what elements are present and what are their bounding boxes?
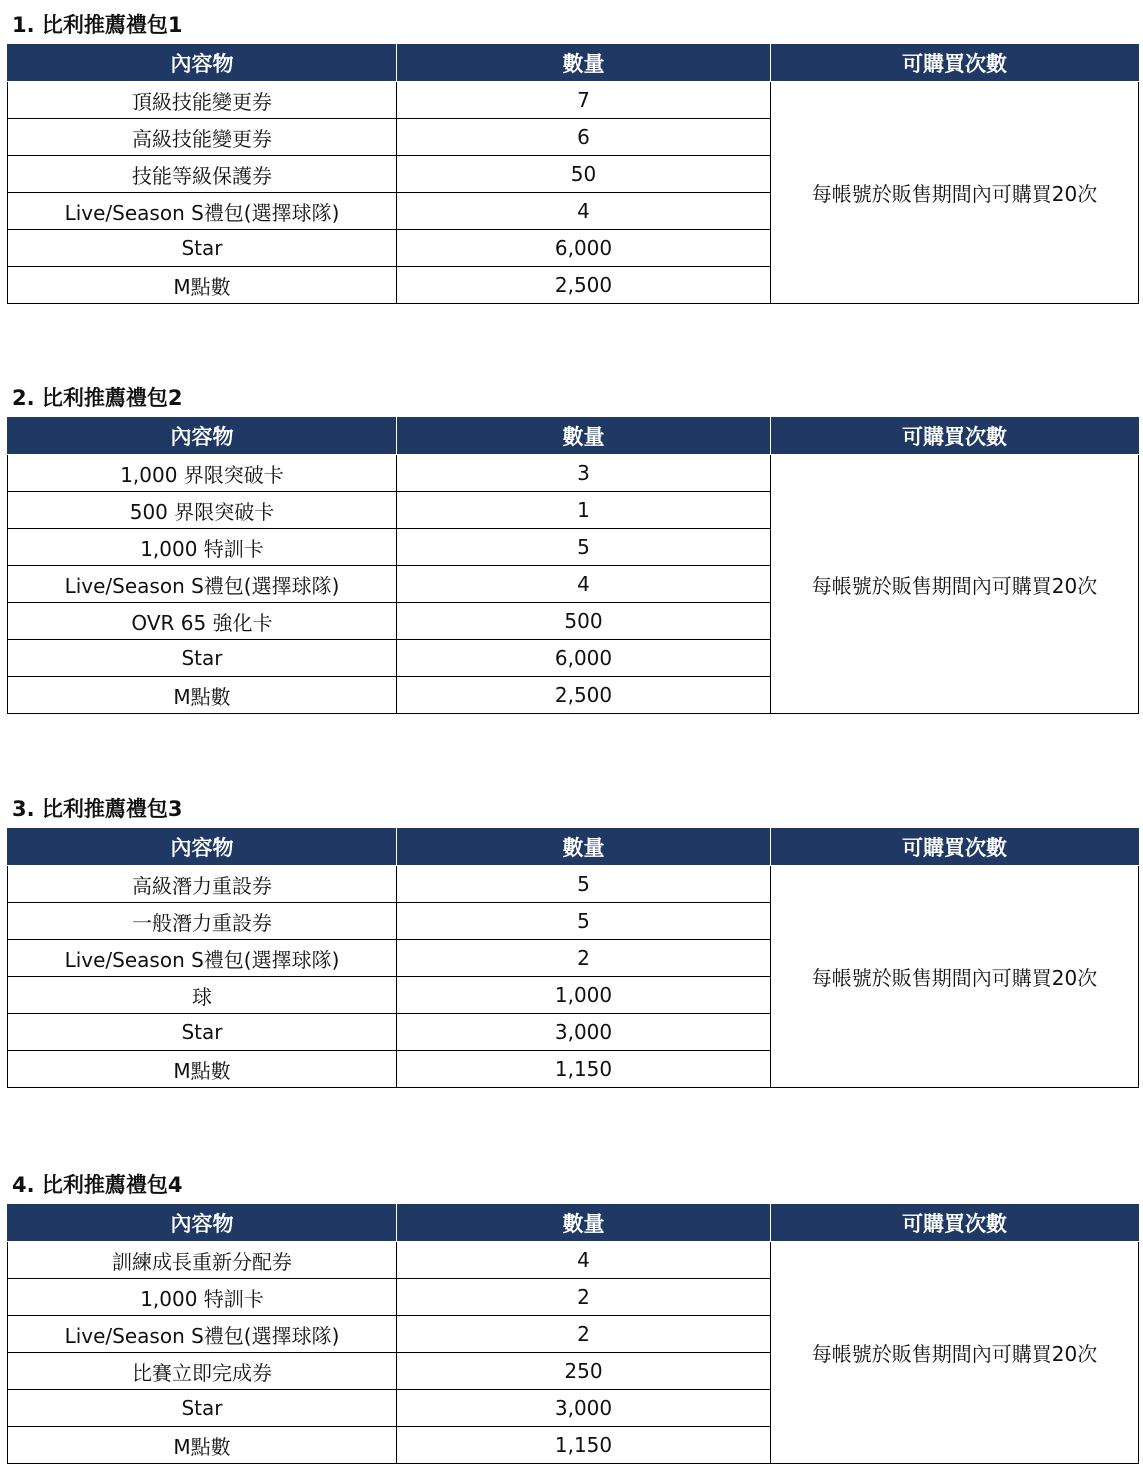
table-row [8,455,1139,492]
package-table [7,828,1139,1088]
item-name: Live/Season S禮包(選擇球隊) [8,1316,397,1353]
item-quantity: 2 [397,1316,771,1353]
header-purchase-limit: 可購買次數 [771,418,1139,455]
table-row [8,1242,1139,1279]
item-name: Star [8,230,397,267]
section-title: 3. 比利推薦禮包3 [12,797,183,821]
header-contents: 內容物 [8,1205,397,1242]
header-contents: 內容物 [8,418,397,455]
item-name: 1,000 界限突破卡 [8,455,397,492]
table-header-row [8,418,1139,455]
item-name: OVR 65 強化卡 [8,603,397,640]
item-quantity: 250 [397,1353,771,1390]
item-quantity: 2 [397,940,771,977]
item-name: Live/Season S禮包(選擇球隊) [8,566,397,603]
purchase-limit: 每帳號於販售期間內可購買20次 [771,82,1139,304]
table-row [8,866,1139,903]
item-name: 比賽立即完成券 [8,1353,397,1390]
purchase-limit: 每帳號於販售期間內可購買20次 [771,1242,1139,1464]
item-name: Star [8,1014,397,1051]
item-name: 一般潛力重設券 [8,903,397,940]
item-quantity: 50 [397,156,771,193]
item-quantity: 6,000 [397,230,771,267]
header-quantity: 數量 [397,45,771,82]
header-purchase-limit: 可購買次數 [771,1205,1139,1242]
item-name: Live/Season S禮包(選擇球隊) [8,193,397,230]
item-name: M點數 [8,677,397,714]
purchase-limit: 每帳號於販售期間內可購買20次 [771,866,1139,1088]
item-name: 技能等級保護券 [8,156,397,193]
item-name: Live/Season S禮包(選擇球隊) [8,940,397,977]
header-quantity: 數量 [397,1205,771,1242]
item-name: 高級技能變更券 [8,119,397,156]
item-name: M點數 [8,267,397,304]
item-quantity: 1,150 [397,1427,771,1464]
item-quantity: 3,000 [397,1390,771,1427]
table-header-row [8,829,1139,866]
item-name: Star [8,1390,397,1427]
item-quantity: 2 [397,1279,771,1316]
section-title: 2. 比利推薦禮包2 [12,386,183,410]
item-quantity: 2,500 [397,267,771,304]
item-quantity: 1,000 [397,977,771,1014]
item-quantity: 4 [397,566,771,603]
header-contents: 內容物 [8,45,397,82]
section-title: 4. 比利推薦禮包4 [12,1173,183,1197]
item-quantity: 6 [397,119,771,156]
header-purchase-limit: 可購買次數 [771,829,1139,866]
package-table [7,1204,1139,1464]
package-table [7,417,1139,714]
table-header-row [8,45,1139,82]
item-name: M點數 [8,1051,397,1088]
item-name: 球 [8,977,397,1014]
table-header-row [8,1205,1139,1242]
item-quantity: 2,500 [397,677,771,714]
item-name: 頂級技能變更券 [8,82,397,119]
purchase-limit: 每帳號於販售期間內可購買20次 [771,455,1139,714]
item-quantity: 3 [397,455,771,492]
header-quantity: 數量 [397,829,771,866]
section-title: 1. 比利推薦禮包1 [12,13,183,37]
item-name: Star [8,640,397,677]
package-table [7,44,1139,304]
header-contents: 內容物 [8,829,397,866]
item-name: M點數 [8,1427,397,1464]
item-quantity: 6,000 [397,640,771,677]
item-quantity: 5 [397,529,771,566]
item-name: 1,000 特訓卡 [8,1279,397,1316]
item-quantity: 3,000 [397,1014,771,1051]
item-quantity: 4 [397,193,771,230]
item-name: 500 界限突破卡 [8,492,397,529]
item-quantity: 500 [397,603,771,640]
item-quantity: 7 [397,82,771,119]
header-quantity: 數量 [397,418,771,455]
item-quantity: 5 [397,903,771,940]
item-quantity: 1,150 [397,1051,771,1088]
item-name: 訓練成長重新分配券 [8,1242,397,1279]
header-purchase-limit: 可購買次數 [771,45,1139,82]
item-quantity: 4 [397,1242,771,1279]
table-row [8,82,1139,119]
item-quantity: 1 [397,492,771,529]
item-name: 1,000 特訓卡 [8,529,397,566]
item-name: 高級潛力重設券 [8,866,397,903]
item-quantity: 5 [397,866,771,903]
